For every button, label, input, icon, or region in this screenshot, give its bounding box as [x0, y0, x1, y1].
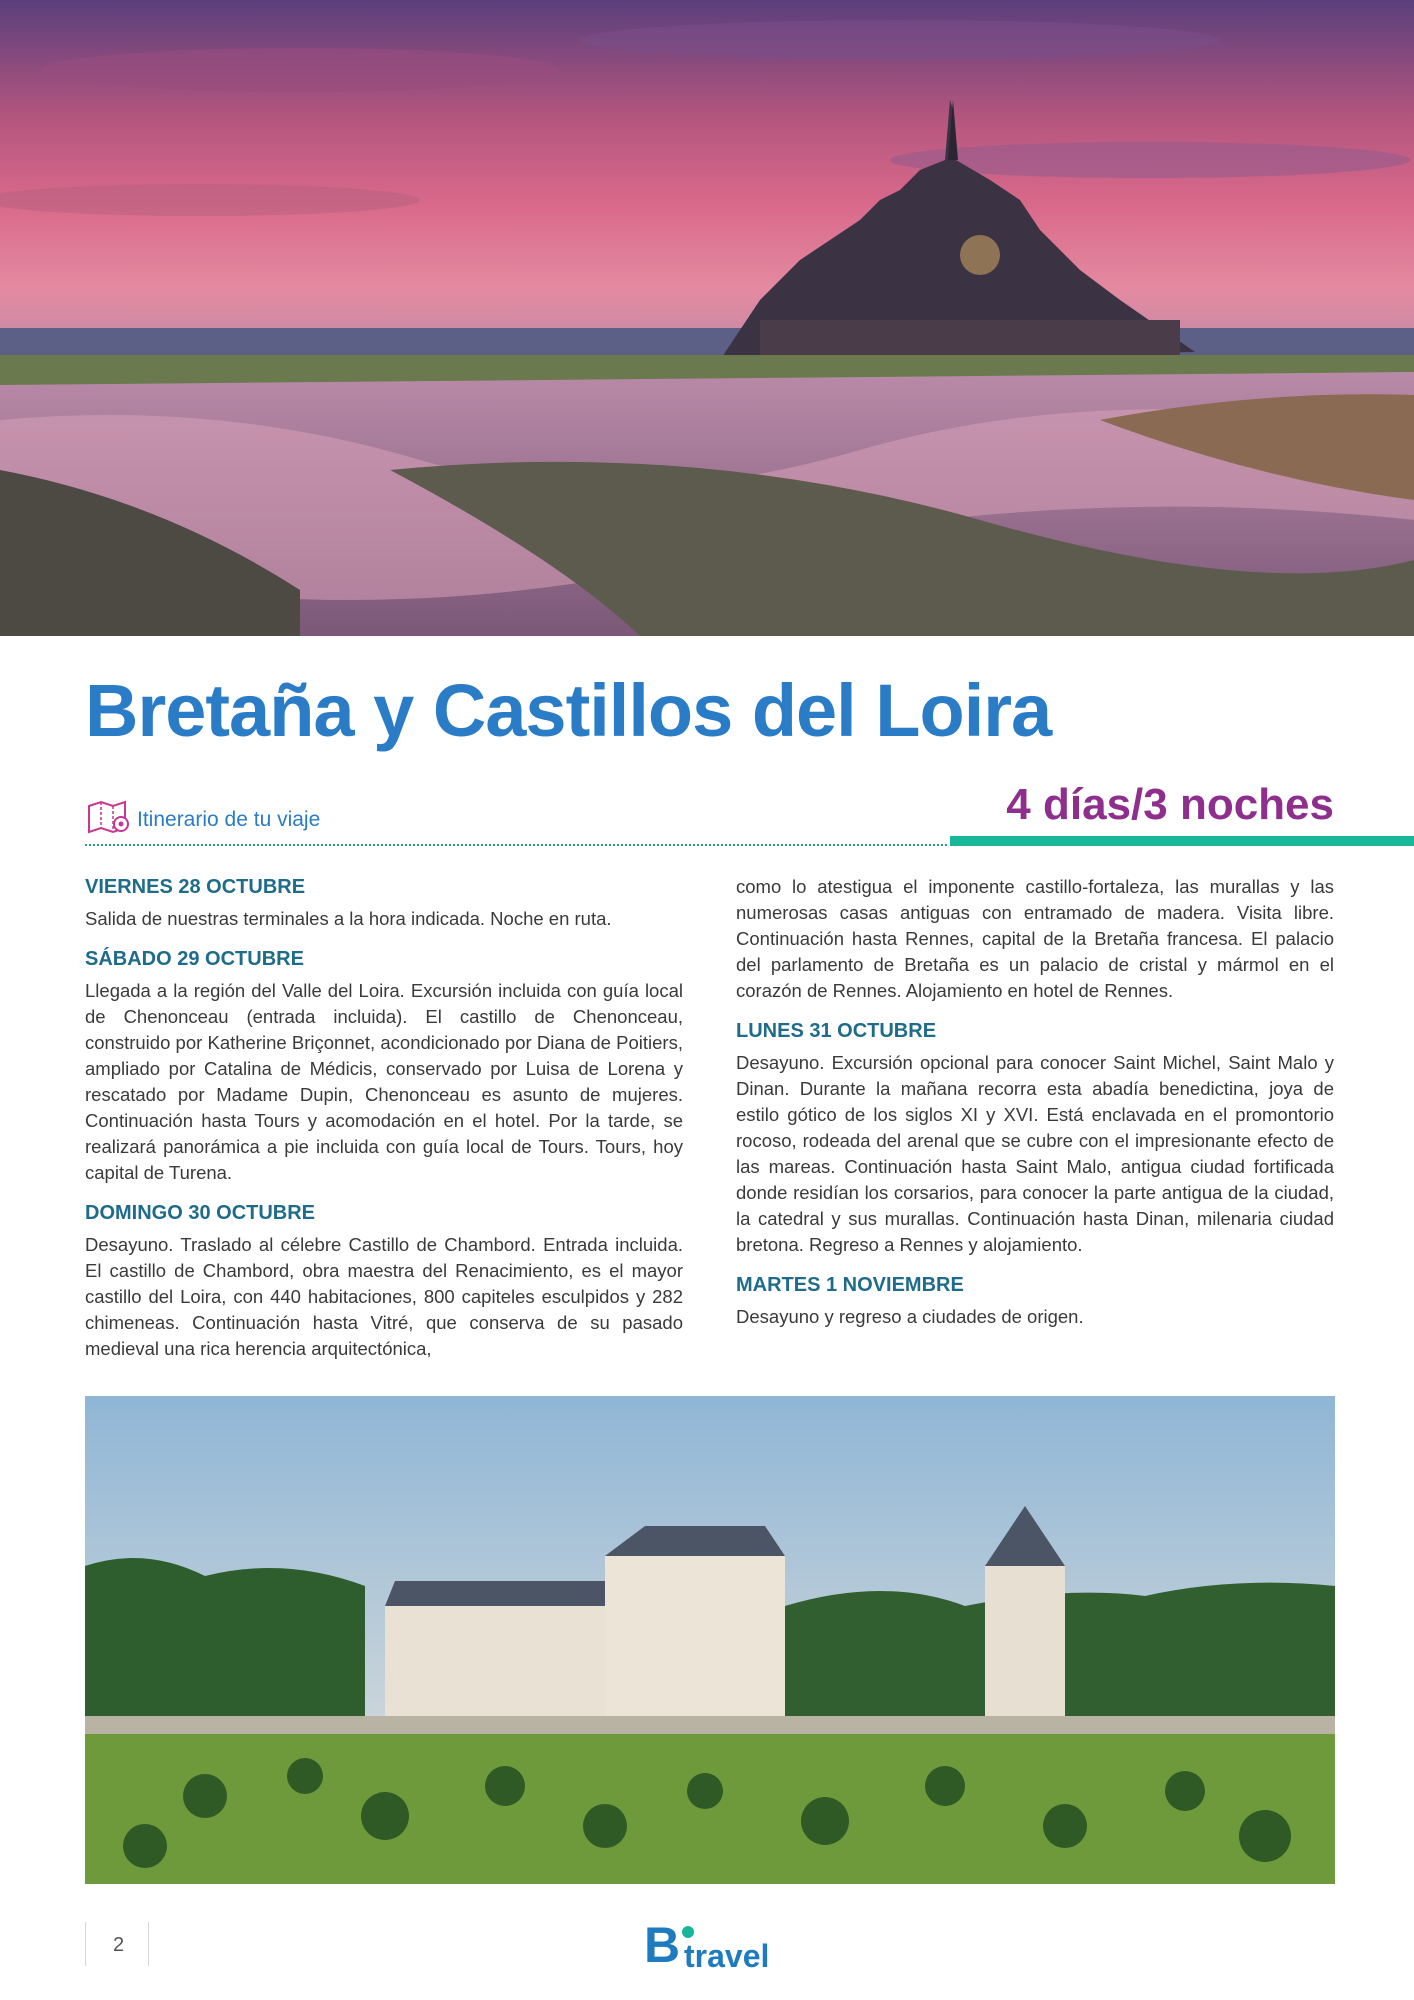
day-block: [736, 1018, 1334, 1258]
day-block: [85, 1200, 683, 1362]
dotted-divider: [85, 844, 947, 846]
btravel-logo: [640, 1916, 780, 1976]
day-description: Salida de nuestras terminales a la hora indicada. Noche en ruta.: [85, 908, 612, 929]
day-title: MARTES 1 NOVIEMBRE: [736, 1274, 964, 1296]
day-description: Desayuno. Excursión opcional para conocer Saint Michel, Saint Malo y Dinan. Durante la mañana recorra esta abadía benedictina, joya de estilo gótico de los siglos XI y XVI. Está enclavada en el promontorio rocoso, rodeada del arenal que se cubre con el impresionante efecto de las mareas. Continuación hasta Saint Malo, antigua ciudad fortificada donde residían los corsarios, para conocer la parte antigua de la ciudad, la catedral y sus murallas. Continuación hasta Dinan, milenaria ciudad bretona. Regreso a Rennes y alojamiento.: [736, 1052, 1334, 1255]
hero-photo-mont-saint-michel: [0, 0, 1414, 636]
itinerary-label: Itinerario de tu viaje: [137, 808, 321, 831]
day-description-continuation: como lo atestigua el imponente castillo-fortaleza, las murallas y las numerosas casas antiguas con entramado de madera. Visita libre. Continuación hasta Rennes, capital de la Bretaña francesa. El palacio del parlamento de Bretaña es un palacio de cristal y mármol en el corazón de Rennes. Alojamiento en hotel de Rennes.: [736, 876, 1334, 1001]
day-block: [736, 1272, 1334, 1330]
trip-duration: 4 días/3 noches: [1006, 780, 1334, 829]
day-title: LUNES 31 OCTUBRE: [736, 1020, 937, 1042]
day-description: Desayuno. Traslado al célebre Castillo de Chambord. Entrada incluida. El castillo de Chambord, obra maestra del Renacimiento, es el mayor castillo del Loira, con 440 habitaciones, 800 capiteles esculpidos y 282 chimeneas. Continuación hasta Vitré, que conserva de su pasado medieval una rica herencia arquitectónica,: [85, 1234, 683, 1359]
page-number: 2: [113, 1934, 125, 1956]
day-block: [85, 946, 683, 1186]
day-description: Llegada a la región del Valle del Loira. Excursión incluida con guía local de Chenonceau (entrada incluida). El castillo de Chenonceau, construido por Katherine Briçonnet, acondicionado por Diana de Poitiers, ampliado por Catalina de Médicis, conservado por Luisa de Lorena y rescatado por Madame Dupin, Chenonceau es asunto de mujeres. Continuación hasta Tours y acomodación en el hotel. Por la tarde, se realizará panorámica a pie incluida con guía local de Tours. Tours, hoy capital de Turena.: [85, 980, 683, 1183]
itinerary-header: [85, 792, 947, 848]
map-pin-icon: [85, 794, 131, 840]
day-block: [85, 874, 683, 932]
day-description: Desayuno y regreso a ciudades de origen.: [736, 1306, 1084, 1327]
logo-dot: [682, 1926, 694, 1938]
duration-underline: [950, 836, 1414, 846]
day-title: VIERNES 28 OCTUBRE: [85, 876, 306, 898]
itinerary-column-right: [736, 874, 1334, 1344]
footer-divider: [148, 1922, 149, 1966]
itinerary-column-left: [85, 874, 683, 1376]
logo-letter: B: [644, 1917, 681, 1973]
castle-photo-chenonceau: [85, 1396, 1335, 1884]
footer-divider: [85, 1922, 86, 1966]
day-title: SÁBADO 29 OCTUBRE: [85, 948, 304, 970]
day-title: DOMINGO 30 OCTUBRE: [85, 1202, 316, 1224]
page-title: Bretaña y Castillos del Loira: [85, 669, 1052, 752]
logo-word: travel: [684, 1938, 770, 1974]
